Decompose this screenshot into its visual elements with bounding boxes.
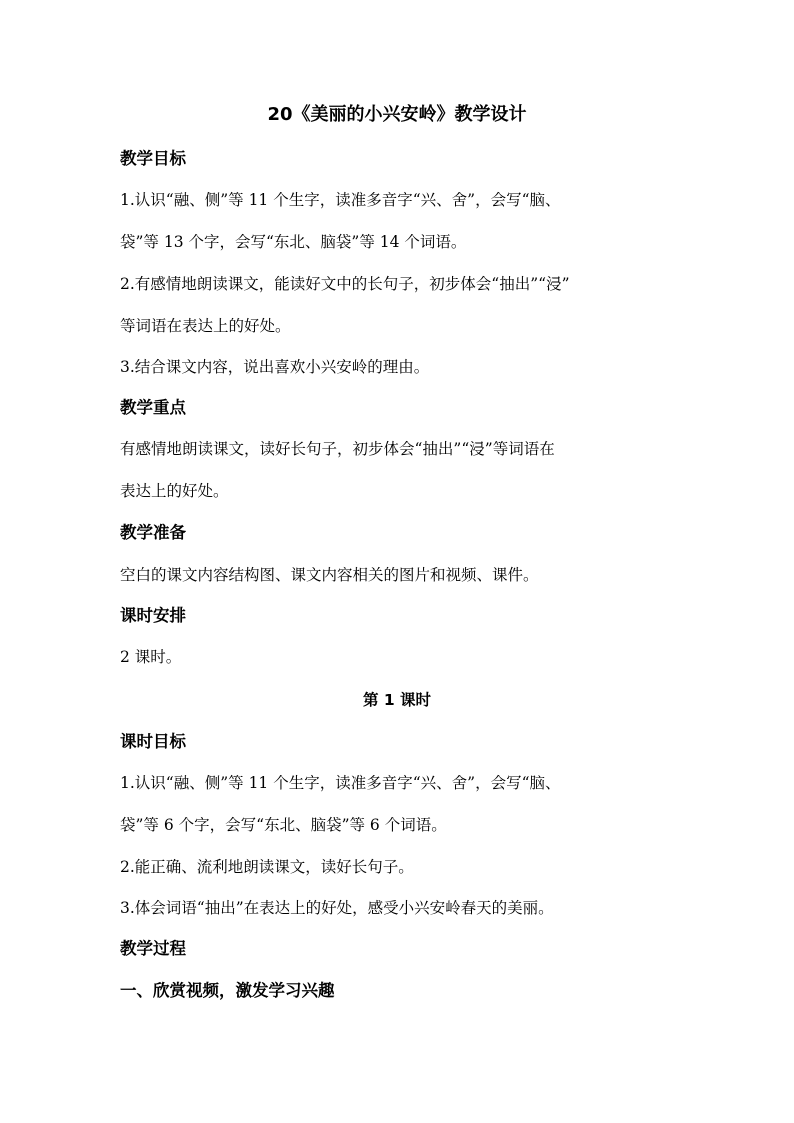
lesson-title: 第 1 课时	[362, 691, 432, 709]
lesson-goal-line: 2.能正确、流利地朗读课文，读好长句子。	[120, 858, 414, 876]
goal-line: 1.认识“融、侧”等 11 个生字，读准多音字“兴、舍”，会写“脑、	[120, 191, 561, 209]
goal-line: 2.有感情地朗读课文，能读好文中的长句子，初步体会“抽出”“浸”	[120, 275, 570, 293]
lesson-goal-line: 1.认识“融、侧”等 11 个生字，读准多音字“兴、舍”，会写“脑、	[120, 774, 561, 792]
schedule-heading: 课时安排	[120, 606, 186, 625]
focus-line: 表达上的好处。	[120, 482, 229, 500]
lesson-goals-heading: 课时目标	[120, 732, 186, 751]
process-heading: 教学过程	[120, 939, 186, 958]
document-title: 20《美丽的小兴安岭》教学设计	[267, 104, 527, 125]
prep-heading: 教学准备	[120, 523, 186, 542]
goals-heading: 教学目标	[120, 149, 186, 168]
goal-line: 等词语在表达上的好处。	[120, 317, 291, 335]
prep-text: 空白的课文内容结构图、课文内容相关的图片和视频、课件。	[120, 566, 539, 584]
lesson-goal-line: 袋”等 6 个字，会写“东北、脑袋”等 6 个词语。	[120, 816, 447, 834]
lesson-goal-line: 3.体会词语“抽出”在表达上的好处，感受小兴安岭春天的美丽。	[120, 899, 554, 917]
focus-line: 有感情地朗读课文，读好长句子，初步体会“抽出”“浸”等词语在	[120, 440, 555, 458]
goal-line: 袋”等 13 个字，会写“东北、脑袋”等 14 个词语。	[120, 233, 467, 251]
focus-heading: 教学重点	[120, 398, 186, 417]
schedule-text: 2 课时。	[120, 648, 182, 666]
goal-line: 3.结合课文内容，说出喜欢小兴安岭的理由。	[120, 358, 430, 376]
step-heading: 一、欣赏视频，激发学习兴趣	[120, 981, 335, 1000]
